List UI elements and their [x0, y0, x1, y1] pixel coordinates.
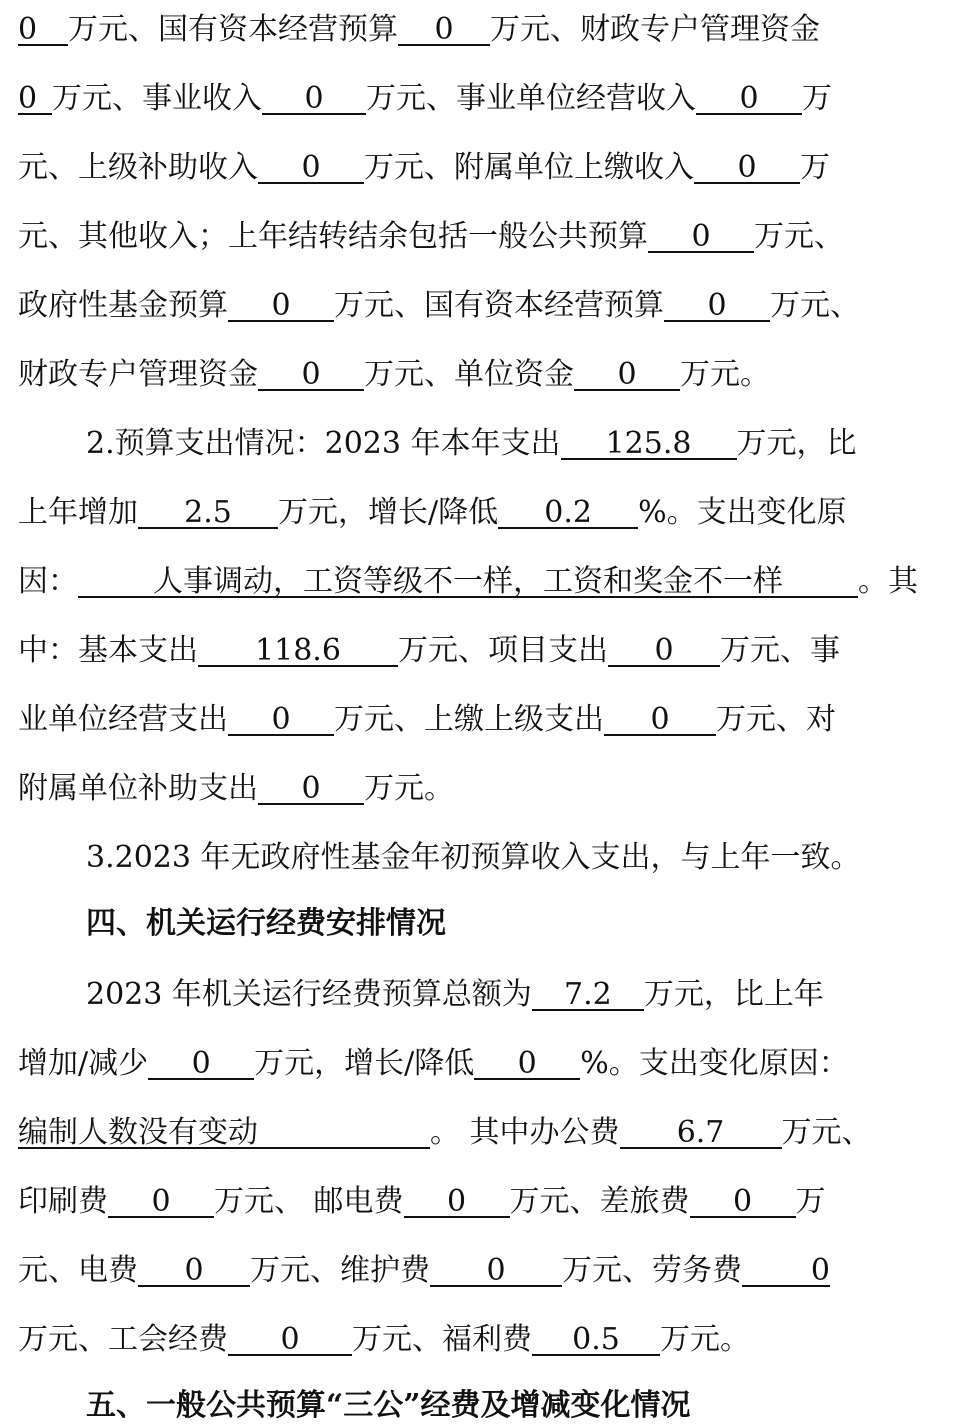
filled-blank: 0: [604, 704, 716, 736]
filled-blank: 0: [742, 1255, 830, 1287]
text-fragment: 万元，比: [736, 426, 857, 461]
text-line-16: [18, 1044, 849, 1084]
filled-blank: 0: [18, 14, 68, 46]
filled-blank: 0: [664, 290, 770, 322]
text-fragment: 上年增加: [18, 495, 138, 530]
filled-blank: 0: [648, 221, 754, 253]
text-fragment: 万元、事: [720, 633, 840, 668]
text-fragment: 3.2023 年无政府性基金年初预算收入支出，与上年一致。: [86, 840, 861, 875]
filled-blank: 0: [690, 1186, 796, 1218]
section-heading-4: [86, 904, 446, 944]
text-fragment: 。其: [858, 564, 918, 599]
text-fragment: 。 其中办公费: [430, 1115, 620, 1150]
text-fragment: 万元。: [660, 1322, 750, 1357]
text-fragment: 万元、: [770, 288, 860, 323]
text-fragment: 万元、 邮电费: [214, 1184, 404, 1219]
text-fragment: 万元、工会经费: [18, 1322, 228, 1357]
text-fragment: 业单位经营支出: [18, 702, 228, 737]
text-line-11: [18, 700, 836, 740]
text-fragment: 印刷费: [18, 1184, 108, 1219]
filled-blank: 0: [474, 1048, 580, 1080]
text-line-4: [18, 217, 844, 257]
text-fragment: 2023 年机关运行经费预算总额为: [86, 977, 532, 1012]
filled-blank: 7.2: [532, 979, 644, 1011]
filled-blank: 0: [608, 635, 720, 667]
text-fragment: 增加/减少: [18, 1046, 149, 1081]
filled-blank: 0: [430, 1255, 562, 1287]
text-fragment: %。支出变化原: [638, 495, 847, 530]
text-fragment: 万元，比上年: [643, 977, 824, 1012]
text-line-20: [18, 1320, 750, 1360]
text-fragment: 元、电费: [18, 1253, 138, 1288]
filled-blank: 0: [262, 83, 366, 115]
heading-text: 四、机关运行经费安排情况: [86, 906, 446, 941]
text-fragment: 2.预算支出情况：2023 年本年支出: [86, 426, 561, 461]
filled-blank: 编制人数没有变动: [18, 1117, 430, 1149]
text-line-12: [18, 769, 454, 809]
filled-blank: 人事调动，工资等级不一样，工资和奖金不一样: [78, 566, 858, 598]
text-line-7: [86, 424, 857, 464]
text-line-10: [18, 631, 840, 671]
text-line-2: [18, 79, 832, 119]
text-fragment: 万: [800, 150, 830, 185]
text-fragment: 万元、财政专户管理资金: [490, 12, 820, 47]
filled-blank: 0: [108, 1186, 214, 1218]
filled-blank: 0: [228, 290, 334, 322]
filled-blank: 0.5: [532, 1324, 660, 1356]
text-fragment: 万元、国有资本经营预算: [334, 288, 664, 323]
text-fragment: 因：: [18, 564, 78, 599]
text-fragment: 万元、国有资本经营预算: [68, 12, 398, 47]
text-fragment: %。支出变化原因：: [580, 1046, 849, 1081]
text-fragment: 万元。: [680, 357, 770, 392]
filled-blank: 0: [404, 1186, 510, 1218]
filled-blank: 0: [18, 83, 52, 115]
text-line-8: [18, 493, 847, 533]
filled-blank: 0: [696, 83, 802, 115]
heading-text: 五、一般公共预算“三公”经费及增减变化情况: [86, 1388, 691, 1423]
filled-blank: 0: [258, 152, 364, 184]
filled-blank: 0: [694, 152, 800, 184]
filled-blank: 0: [148, 1048, 254, 1080]
text-fragment: 元、其他收入；上年结转结余包括一般公共预算: [18, 219, 648, 254]
text-line-19: [18, 1251, 830, 1291]
text-line-6: [18, 355, 770, 395]
filled-blank: 2.5: [138, 497, 278, 529]
filled-blank: 0: [258, 359, 364, 391]
text-fragment: 万元、劳务费: [562, 1253, 742, 1288]
text-fragment: 万元、: [754, 219, 844, 254]
text-fragment: 万元、事业收入: [52, 81, 262, 116]
text-line-5: [18, 286, 860, 326]
filled-blank: 118.6: [198, 635, 398, 667]
filled-blank: 0: [228, 704, 334, 736]
text-fragment: 万元、对: [716, 702, 836, 737]
filled-blank: 0: [228, 1324, 352, 1356]
filled-blank: 0.2: [498, 497, 638, 529]
text-fragment: 中：基本支出: [18, 633, 198, 668]
text-line-13: [86, 838, 861, 878]
section-heading-5: [86, 1386, 691, 1426]
text-fragment: 万元、维护费: [250, 1253, 430, 1288]
text-fragment: 万元，增长/降低: [278, 495, 499, 530]
text-fragment: 政府性基金预算: [18, 288, 228, 323]
text-fragment: 万元、单位资金: [364, 357, 574, 392]
text-line-1: [18, 10, 820, 50]
text-fragment: 万元、差旅费: [509, 1184, 690, 1219]
text-fragment: 元、上级补助收入: [18, 150, 258, 185]
filled-blank: 125.8: [561, 428, 737, 460]
text-fragment: 万元、上缴上级支出: [334, 702, 604, 737]
text-line-3: [18, 148, 830, 188]
text-line-15: [86, 975, 824, 1015]
text-fragment: 万元、: [781, 1115, 872, 1150]
text-fragment: 万元、事业单位经营收入: [366, 81, 696, 116]
text-fragment: 万元。: [364, 771, 454, 806]
text-fragment: 万: [802, 81, 832, 116]
text-line-9: [18, 562, 918, 602]
text-fragment: 万元，增长/降低: [254, 1046, 475, 1081]
text-line-17: [18, 1113, 872, 1153]
filled-blank: 0: [574, 359, 680, 391]
text-line-18: [18, 1182, 826, 1222]
filled-blank: 0: [398, 14, 490, 46]
filled-blank: 6.7: [620, 1117, 782, 1149]
text-fragment: 财政专户管理资金: [18, 357, 258, 392]
text-fragment: 附属单位补助支出: [18, 771, 258, 806]
text-fragment: 万元、项目支出: [398, 633, 608, 668]
text-fragment: 万元、福利费: [352, 1322, 532, 1357]
text-fragment: 万元、附属单位上缴收入: [364, 150, 694, 185]
filled-blank: 0: [138, 1255, 250, 1287]
text-fragment: 万: [795, 1184, 826, 1219]
filled-blank: 0: [258, 773, 364, 805]
